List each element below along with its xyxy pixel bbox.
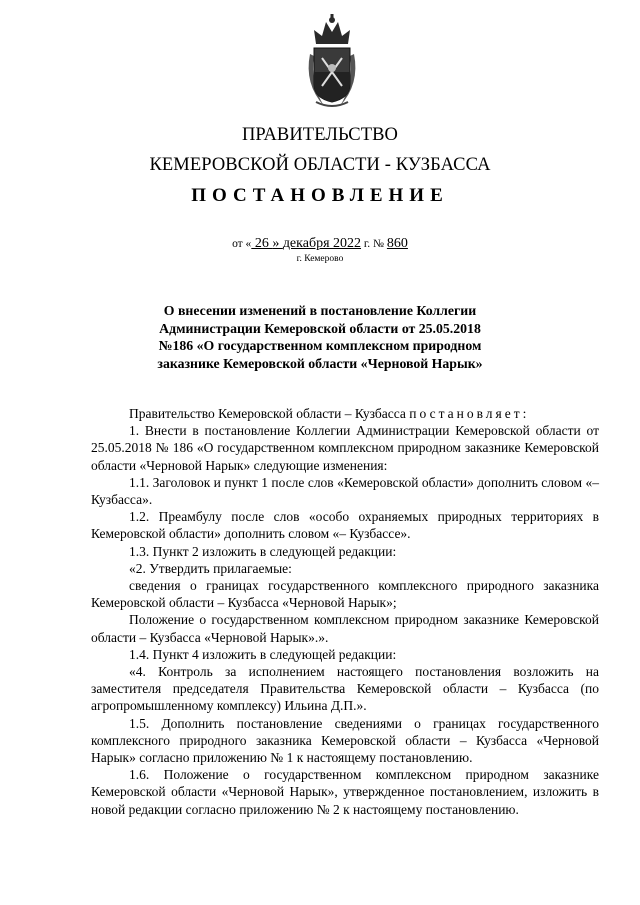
date-mid: » xyxy=(272,236,283,251)
title-line-2: Администрации Кемеровской области от 25.05.2018 xyxy=(159,320,481,336)
date-day: 26 xyxy=(251,236,273,251)
paragraph-1-1: 1.1. Заголовок и пункт 1 после слов «Кемеровской области» дополнить словом «– Кузбасса». xyxy=(91,474,599,508)
organization-name xyxy=(0,120,640,180)
paragraph-1: 1. Внести в постановление Коллегии Администрации Кемеровской области от 25.05.2018 № 186 «О государственном комплексном природном заказнике Кемеровской области «Черновой Нарык» следующие изменения: xyxy=(91,423,599,473)
intro-text: Правительство Кемеровской области – Кузбасса xyxy=(129,406,410,421)
title-line-4: заказнике Кемеровской области «Черновой Нарык» xyxy=(157,355,483,371)
paragraph-1-3-a: «2. Утвердить прилагаемые: xyxy=(129,560,292,576)
paragraph-1-4: 1.4. Пункт 4 изложить в следующей редакции: xyxy=(129,646,397,662)
document-type: ПОСТАНОВЛЕНИЕ xyxy=(191,185,449,206)
paragraph-1-3-c: Положение о государственном комплексном природном заказнике Кемеровской области – Кузбасса «Черновой Нарык».». xyxy=(91,612,599,645)
org-line-2: КЕМЕРОВСКОЙ ОБЛАСТИ - КУЗБАССА xyxy=(149,155,491,175)
paragraph-1-6: 1.6. Положение о государственном комплексном природном заказнике Кемеровской области «Черновой Нарык», утвержденное постановлением, изложить в новой редакции согласно приложению № 2 к настоящему постановлению. xyxy=(91,767,599,817)
paragraph-1-5: 1.5. Дополнить постановление сведениями о границах государственного комплексного природного заказника Кемеровской области – Кузбасса «Черновой Нарык» согласно приложению № 1 к настоящему постановлению. xyxy=(91,715,599,766)
intro-paragraph xyxy=(91,405,599,422)
intro-decree-word: постановляет: xyxy=(409,406,530,421)
title-line-1: О внесении изменений в постановление Коллегии xyxy=(163,303,477,318)
paragraph-1-3: 1.3. Пункт 2 изложить в следующей редакции: xyxy=(129,543,397,559)
org-line-1: ПРАВИТЕЛЬСТВО xyxy=(241,125,399,145)
paragraph-1-2: 1.2. Преамбулу после слов «особо охраняемых природных территориях в Кемеровской области» дополнить словом «– Кузбассе». xyxy=(91,509,599,542)
document-title xyxy=(150,302,490,372)
paragraph-1-3-b: сведения о границах государственного комплексного природного заказника Кемеровской области – Кузбасса «Черновой Нарык»; xyxy=(91,578,599,611)
date-prefix: от « xyxy=(232,238,252,250)
coat-of-arms-emblem xyxy=(302,14,362,110)
document-number: 860 xyxy=(386,236,408,251)
date-month-year: декабря 2022 xyxy=(282,236,362,251)
date-line xyxy=(0,235,640,253)
paragraph-1-4-a: «4. Контроль за исполнением настоящего постановления возложить на заместителя председателя Правительства Кемеровской области – Кузбасса (по агропромышленному комплексу) Ильина Д.П.». xyxy=(91,664,599,714)
title-line-3: №186 «О государственном комплексном природном xyxy=(158,338,482,353)
date-suffix: г. № xyxy=(361,238,387,250)
city: г. Кемерово xyxy=(296,254,344,264)
document-body xyxy=(91,405,599,818)
